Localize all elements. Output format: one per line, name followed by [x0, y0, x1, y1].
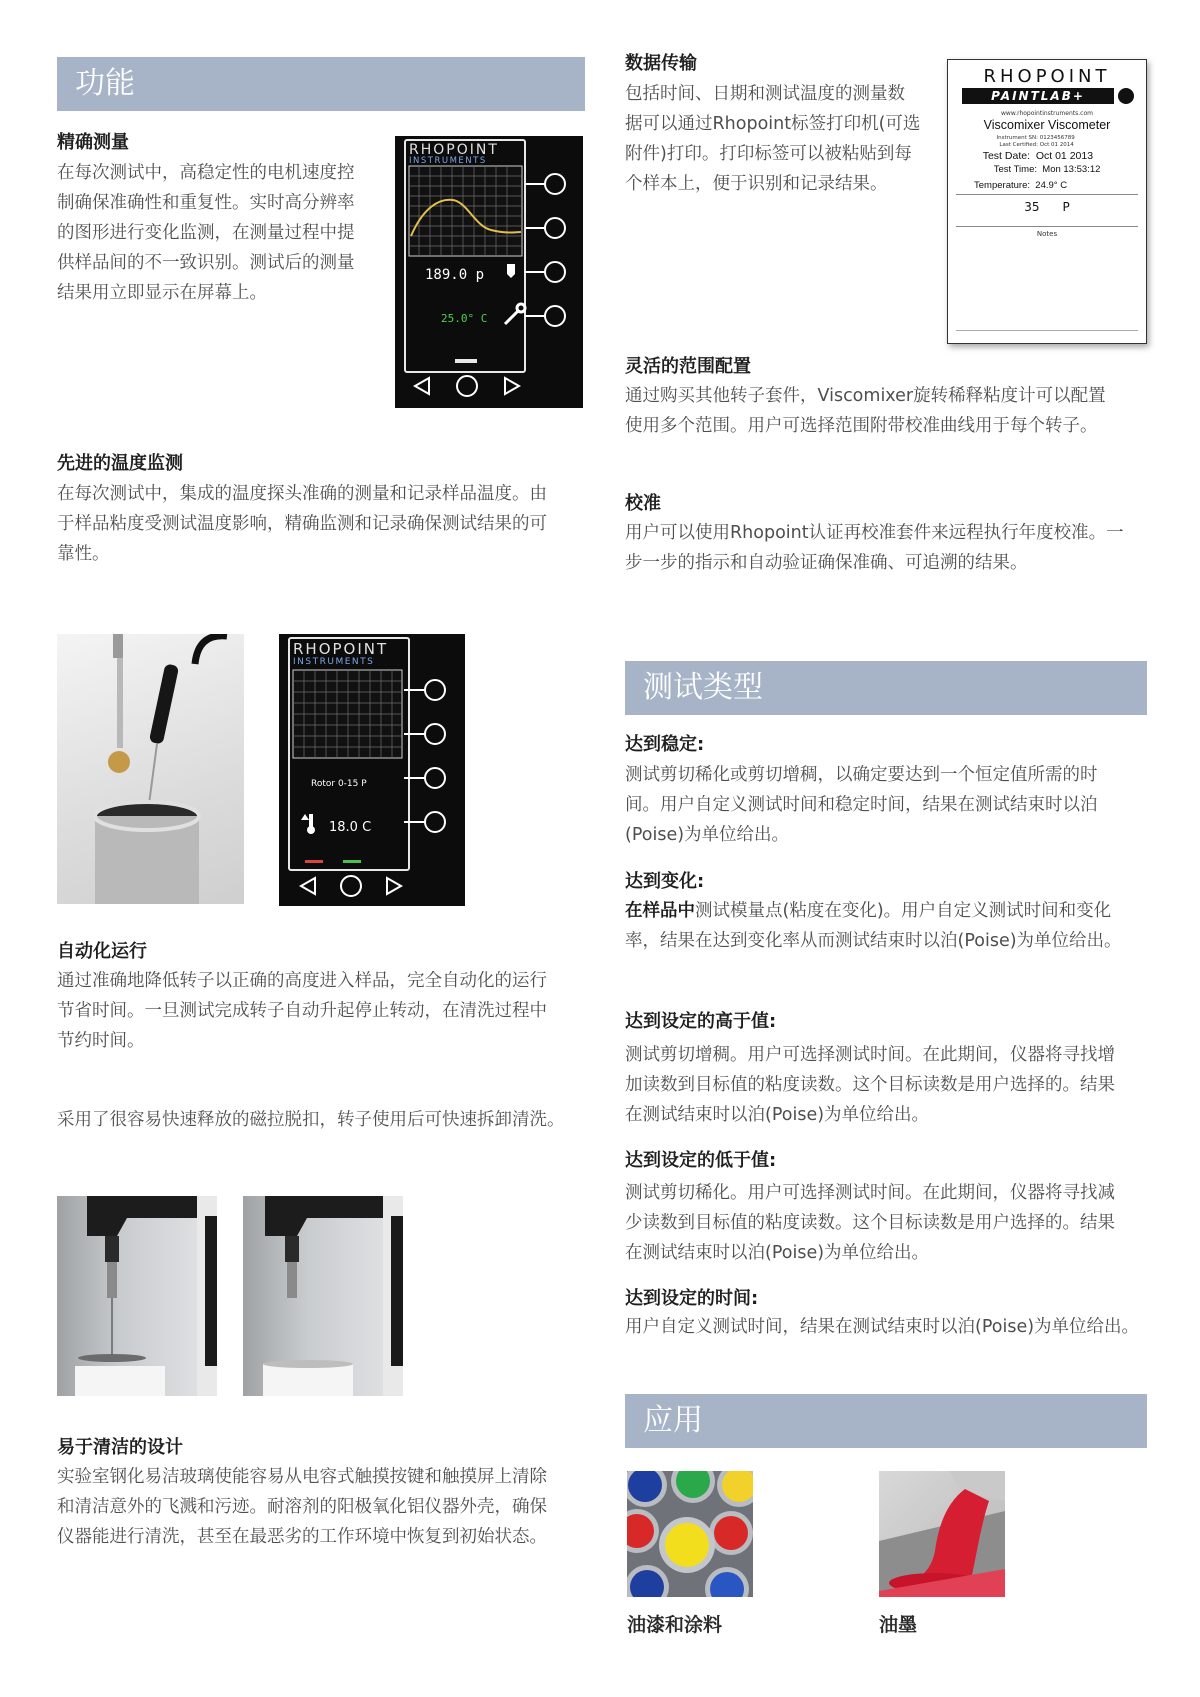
label-product: PAINTLAB+: [962, 88, 1114, 104]
reach-stable-text: 测试剪切稀化或剪切增稠，以确定要达到一个恒定值所需的时 间。用户自定义测试时间和稳定时间，结果在测试结束时以泊 (Poise)为单位给出。: [625, 765, 1098, 845]
range-config-text: 通过购买其他转子套件，Viscomixer旋转稀释粘度计可以配置 使用多个范围。用户可选择范围附带校准曲线用于每个转子。: [625, 386, 1106, 436]
instrument-head-photo-raised: [243, 1196, 403, 1396]
label-device: Viscomixer Viscometer: [983, 118, 1111, 132]
spiral-logo-icon: [1118, 88, 1134, 104]
instrument-head-photo-lowered: [57, 1196, 217, 1396]
device-screen-rotor: [279, 634, 465, 906]
reach-time-text: 用户自定义测试时间，结果在测试结束时以泊(Poise)为单位给出。: [625, 1317, 1140, 1337]
reach-above-text: 测试剪切增稠。用户可选择测试时间。在此期间，仪器将寻找增 加读数到目标值的粘度读数。这个目标读数是用户选择的。结果 在测试结束时以泊(Poise)为单位给出。: [625, 1045, 1115, 1125]
label-brand: RHOPOINT: [983, 66, 1111, 87]
side-buttons: [525, 174, 565, 326]
label-value: 35: [1024, 200, 1040, 214]
screen2-temperature: 18.0 C: [329, 820, 372, 835]
printed-label: RHOPOINT PAINTLAB+ www.rhopointinstruments.com Viscomixer Viscometer Instrument SN: 0123456789 Last Certified: Oct 01 2014 Test Date: Oct 01 2013 Test Time: Mon 13:53:12 Temperature: 24.9° C 35 P Notes: [947, 59, 1147, 344]
precise-measurement-title: 精确测量: [57, 132, 129, 153]
label-unit: P: [1062, 200, 1070, 214]
print-icon: [507, 264, 515, 278]
paint-cans-photo: [627, 1471, 753, 1597]
application-caption-ink: 油墨: [879, 1614, 918, 1636]
section-header-features: 功能: [57, 57, 585, 111]
data-transfer-title: 数据传输: [625, 53, 697, 74]
reach-stable-title: 达到稳定:: [625, 734, 705, 755]
easy-clean-title: 易于清洁的设计: [57, 1437, 183, 1458]
calibration-text: 用户可以使用Rhopoint认证再校准套件来远程执行年度校准。一 步一步的指示和自动验证确保准确、可追溯的结果。: [625, 523, 1124, 573]
nav-buttons: [415, 376, 519, 396]
reach-below-text: 测试剪切稀化。用户可选择测试时间。在此期间，仪器将寻找减 少读数到目标值的粘度读数。这个目标读数是用户选择的。结果 在测试结束时以泊(Poise)为单位给出。: [625, 1183, 1115, 1263]
reach-change-title: 达到变化:: [625, 871, 705, 892]
red-ink-photo: [879, 1471, 1005, 1597]
screen2-brand-top: RHOPOINT: [293, 640, 389, 658]
section-header-test-types: 测试类型: [625, 661, 1147, 715]
thermometer-icon: [301, 814, 315, 834]
label-meta: Instrument SN: 0123456789 Last Certified: Oct 01 2014: [996, 135, 1075, 148]
screen-brand-top: RHOPOINT: [409, 142, 499, 158]
precise-measurement-text: 在每次测试中，高稳定性的电机速度控 制确保准确性和重复性。实时高分辨率 的图形进行变化监测，在测量过程中提 供样品间的不一致识别。测试后的测量 结果用立即显示在屏幕上。: [57, 163, 355, 303]
screen-temperature: 25.0° C: [441, 312, 488, 325]
temperature-monitoring-text: 在每次测试中，集成的温度探头准确的测量和记录样品温度。由 于样品粘度受测试温度影响，精确监测和记录确保测试结果的可 靠性。: [57, 484, 547, 564]
screen2-brand-bottom: INSTRUMENTS: [293, 657, 375, 667]
reach-change-text: 在样品中测试模量点(粘度在变化)。用户自定义测试时间和变化 率，结果在达到变化率从而测试结束时以泊(Poise)为单位给出。: [625, 901, 1122, 951]
auto-operation-title: 自动化运行: [57, 941, 147, 962]
screen-reading: 189.0 p: [425, 267, 485, 283]
easy-clean-text: 实验室钢化易洁玻璃使能容易从电容式触摸按键和触摸屏上清除 和清洁意外的飞溅和污迹。耐溶剂的阳极氧化铝仪器外壳，确保 仪器能进行清洗，甚至在最恶劣的工作环境中恢复到初始状态。: [57, 1467, 547, 1547]
reach-below-title: 达到设定的低于值:: [625, 1150, 777, 1171]
calibration-title: 校准: [625, 493, 661, 514]
reach-above-title: 达到设定的高于值:: [625, 1011, 777, 1032]
auto-operation-text: 通过准确地降低转子以正确的高度进入样品，完全自动化的运行 节省时间。一旦测试完成转子自动升起停止转动，在清洗过程中 节约时间。: [57, 971, 547, 1051]
label-website: www.rhopointinstruments.com: [1001, 110, 1093, 117]
data-transfer-text: 包括时间、日期和测试温度的测量数 据可以通过Rhopoint标签打印机(可选 附件)打印。打印标签可以被粘贴到每 个样本上，便于识别和记录结果。: [625, 84, 921, 194]
screen-brand-bottom: INSTRUMENTS: [409, 156, 487, 166]
application-caption-paint: 油漆和涂料: [627, 1614, 723, 1636]
screen2-rotor-label: Rotor 0-15 P: [311, 779, 367, 789]
range-config-title: 灵活的范围配置: [625, 356, 751, 377]
temperature-monitoring-title: 先进的温度监测: [57, 453, 183, 474]
wrench-icon: [505, 304, 525, 324]
spindle-probe-photo: [57, 634, 244, 904]
reach-time-title: 达到设定的时间:: [625, 1288, 759, 1309]
section-header-applications: 应用: [625, 1394, 1147, 1448]
device-screen-graph: [395, 136, 583, 408]
label-notes: Notes: [1036, 230, 1058, 238]
magnet-release-text: 采用了很容易快速释放的磁拉脱扣，转子使用后可快速拆卸清洗。: [57, 1110, 565, 1130]
